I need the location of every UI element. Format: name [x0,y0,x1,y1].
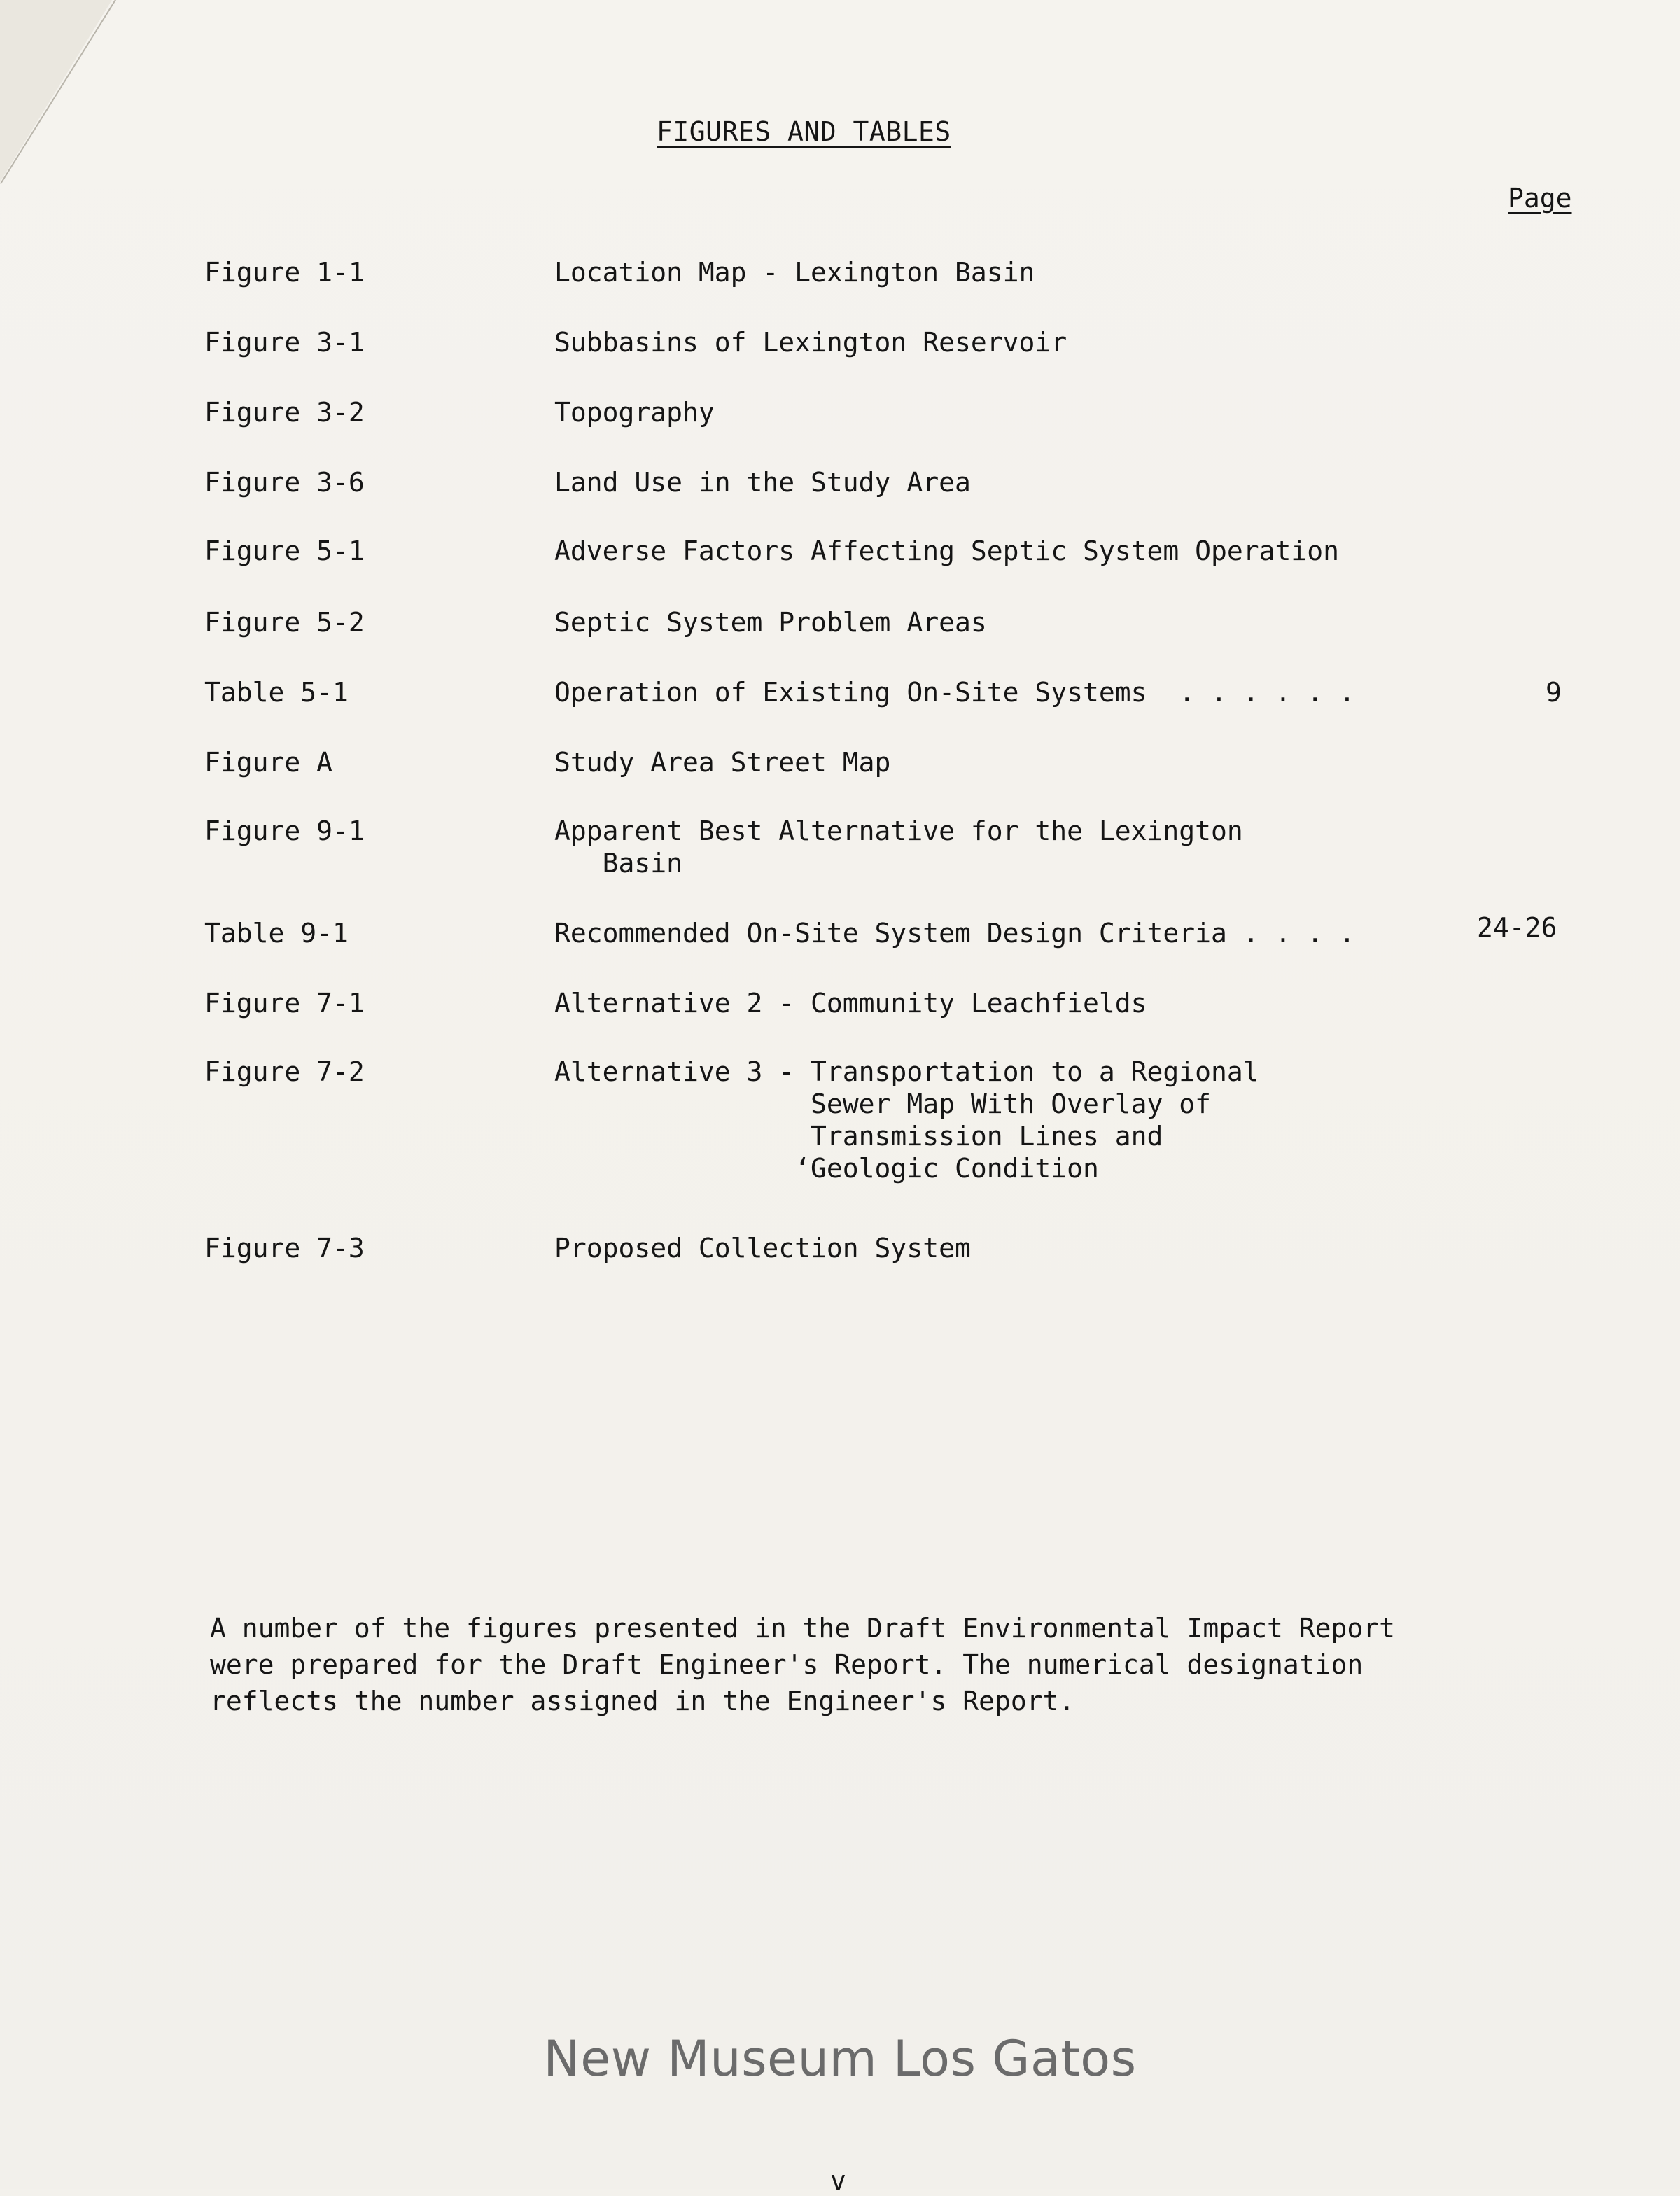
entry-label: Figure 7-3 [204,1233,365,1264]
page-heading: FIGURES AND TABLES [657,116,951,147]
entry-label: Table 5-1 [204,677,349,708]
entry-title: Adverse Factors Affecting Septic System Operation [554,536,1340,566]
entry-title: Study Area Street Map [554,747,891,778]
entry-label: Figure 5-2 [204,607,365,638]
entry-label: Table 9-1 [204,918,349,949]
entry-title: Septic System Problem Areas [554,607,987,638]
entry-label: Figure 7-1 [204,988,365,1019]
entry-label: Figure 1-1 [204,257,365,288]
entry-title: Proposed Collection System [554,1233,971,1264]
entry-title: Recommended On-Site System Design Criteria . . . . [554,918,1355,949]
entry-label: Figure 3-6 [204,467,365,498]
entry-label: Figure 7-2 [204,1056,365,1087]
entry-title: Location Map - Lexington Basin [554,257,1035,288]
entry-title: Topography [554,397,715,428]
page-number: v [830,2165,846,2196]
entry-label: Figure A [204,747,333,778]
entry-title: Alternative 3 - Transportation to a Regional Sewer Map With Overlay of Transmission Lines and ‘Geologic Condition [554,1056,1259,1184]
entry-title: Land Use in the Study Area [554,467,971,498]
entry-title: Apparent Best Alternative for the Lexington Basin [554,816,1243,879]
entry-title: Operation of Existing On-Site Systems . . . . . . [554,677,1355,708]
entry-title: Subbasins of Lexington Reservoir [554,327,1068,358]
entry-label: Figure 3-2 [204,397,365,428]
entry-label: Figure 3-1 [204,327,365,358]
entry-label: Figure 5-1 [204,536,365,566]
entry-title: Alternative 2 - Community Leachfields [554,988,1147,1019]
page-column-label: Page [1508,183,1572,214]
entry-label: Figure 9-1 [204,816,365,846]
entry-page: 9 [1546,677,1562,708]
watermark: New Museum Los Gatos [543,2030,1137,2087]
footnote: A number of the figures presented in the Draft Environmental Impact Report were prepared for the Draft Engineer's Report. The numerical designation reflects the number assigned in the Engineer's Report. [210,1613,1395,1716]
entry-page: 24-26 [1477,912,1558,943]
